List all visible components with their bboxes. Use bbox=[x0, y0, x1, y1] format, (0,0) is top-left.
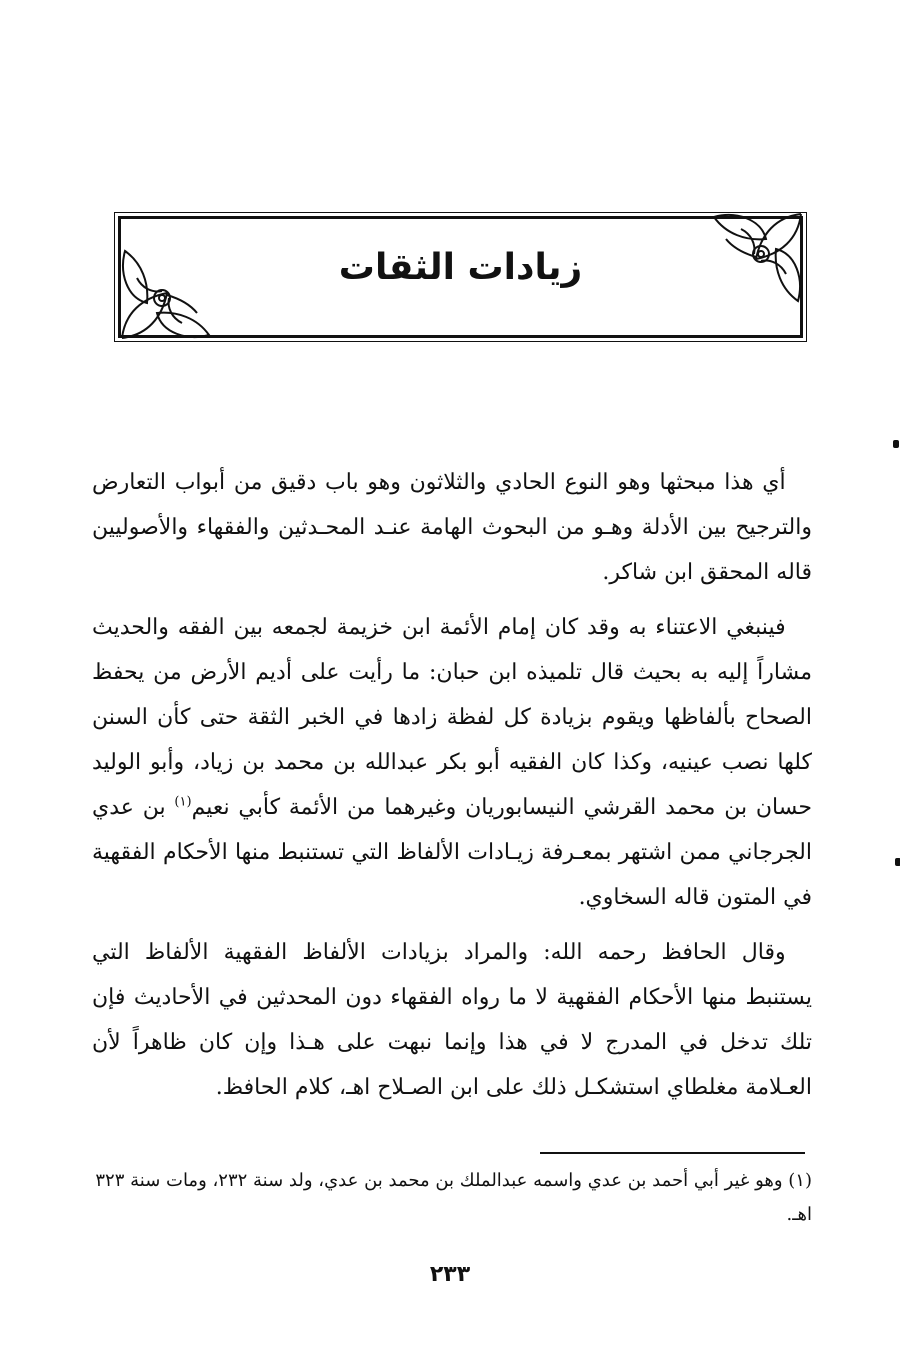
main-text bbox=[92, 460, 812, 1120]
footnote: (١) وهو غير أبي أحمد بن عدي واسمه عبدالملك بن محمد بن عدي، ولد سنة ٢٣٢، ومات سنة ٣٢٣ اهـ. bbox=[95, 1170, 812, 1225]
chapter-title: زيادات الثقات bbox=[338, 247, 583, 288]
scan-mark bbox=[895, 858, 900, 866]
paragraph: أي هذا مبحثها وهو النوع الحادي والثلاثون وهو باب دقيق من أبواب التعارض والترجيح بين الأدلة وهـو من البحوث الهامة عنـد المحـدثين والفقهاء والأصوليين قاله المحقق ابن شاكر. bbox=[92, 470, 812, 585]
scan-mark bbox=[893, 440, 899, 448]
footnote-divider bbox=[540, 1152, 805, 1154]
page-number: ٢٣٣ bbox=[429, 1262, 471, 1287]
paragraph: وقال الحافظ رحمه الله: والمراد بزيادات الألفاظ الفقهية الألفاظ التي يستنبط منها الأحكام الفقهية لا ما رواه الفقهاء دون المحدثين في الأحاديث فإن تلك تدخل في المدرج لا في هذا وإنما نبهت على هـذا وإن كان ظاهراً لأن العـلامة مغلطاي استشكـل ذلك على ابن الصـلاح اهـ، كلام الحافظ. bbox=[92, 940, 812, 1100]
paragraph-text: فينبغي الاعتناء به وقد كان إمام الأئمة ابن خزيمة لجمعه بين الفقه والحديث مشاراً إليه به بحيث قال تلميذه ابن حبان: ما رأيت على أديم الأرض من يحفظ الصحاح بألفاظها ويقوم بزيادة كل لفظة زادها في الخبر الثقة حتى كأن السنن كلها نصب عينيه، وكذا كان الفقيه أبو بكر عبدالله بن محمد بن زياد، وأبو الوليد حسان بن محمد القرشي النيسابوريان وغيرهما من الأئمة كأبي نعيم bbox=[92, 615, 812, 820]
footnote-reference[interactable]: (١) bbox=[174, 794, 192, 810]
paragraph-text: بن عدي الجرجاني ممن اشتهر بمعـرفة زيـادات الألفاظ التي تستنبط منها الأحكام الفقهية في المتون قاله السخاوي. bbox=[92, 795, 812, 910]
paragraph bbox=[92, 605, 812, 920]
title-frame bbox=[118, 216, 803, 338]
